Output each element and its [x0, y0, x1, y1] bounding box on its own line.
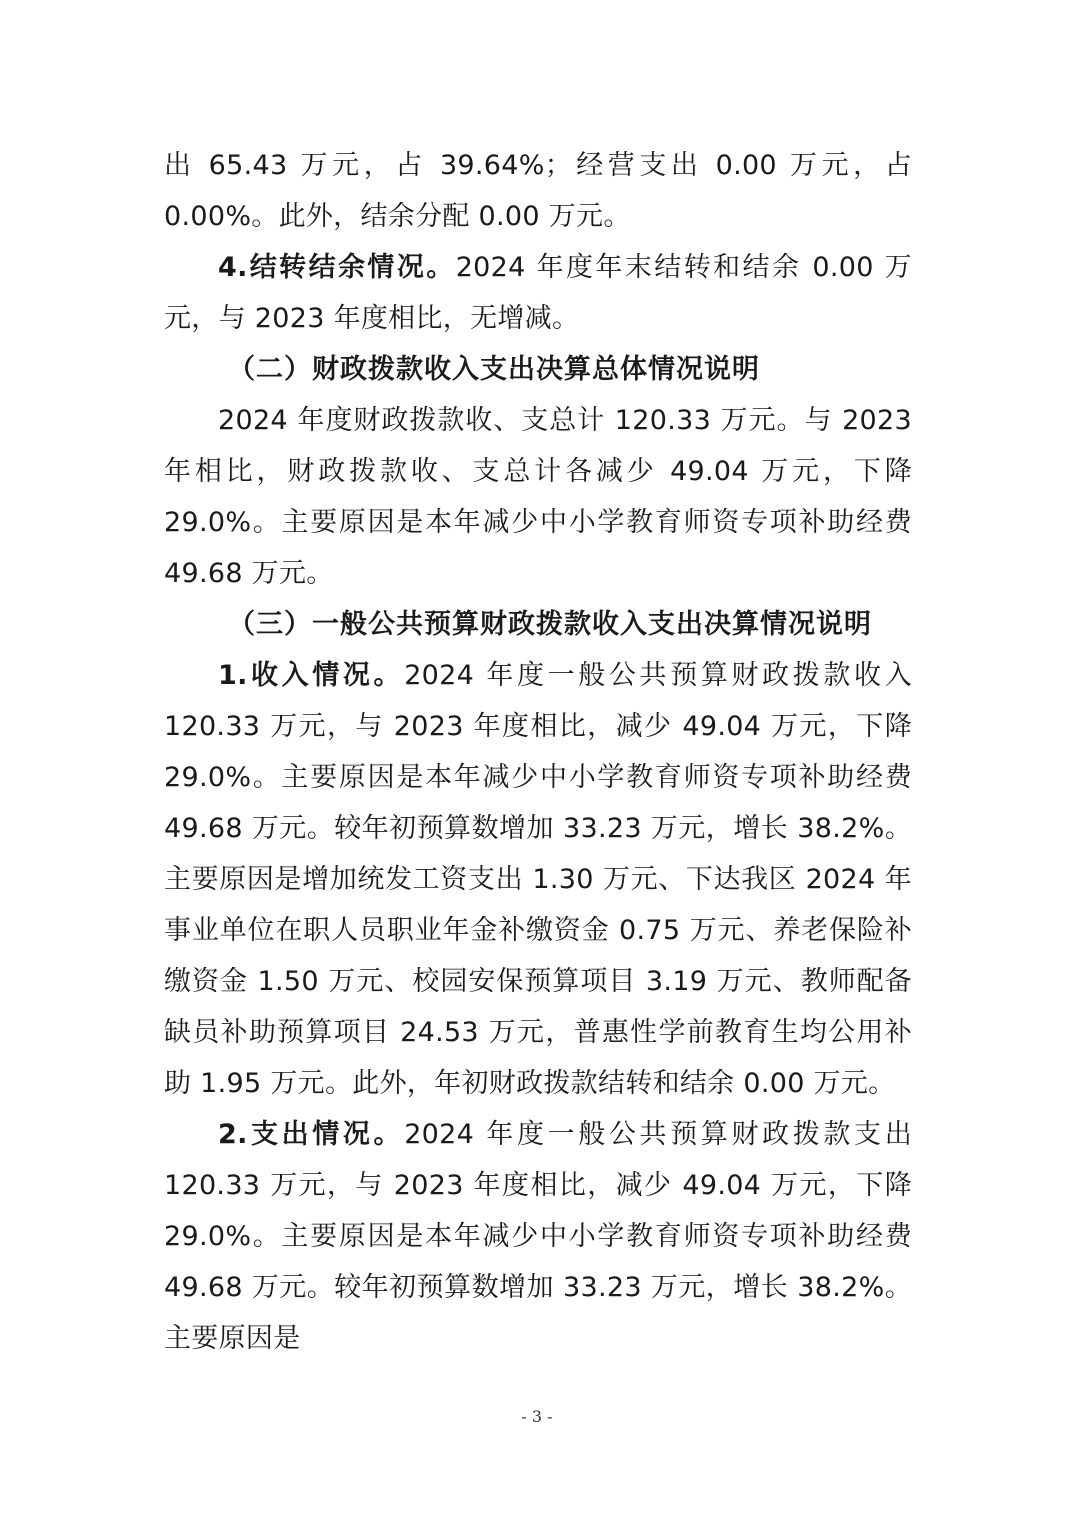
carryover-text: 2024 年度年末结转和结余 0.00 万元，与 2023 年度相比，无增减。: [164, 252, 912, 334]
income-text: 2024 年度一般公共预算财政拨款收入 120.33 万元，与 2023 年度相比，减少 49.04 万元，下降 29.0%。主要原因是本年减少中小学教育师资专项补助经费 49.68 万元。较年初预算数增加 33.23 万元，增长 38.2%。主要原因是增加统发工资支出 1.30 万元、下达我区 2024 年事业单位在职人员职业年金补缴资金 0.75 万元、养老保险补缴资金 1.50 万元、校园安保预算项目 3.19 万元、教师配备缺员补助预算项目 24.53 万元，普惠性学前教育生均公用补助 1.95 万元。此外，年初财政拨款结转和结余 0.00 万元。: [164, 660, 912, 1099]
paragraph-expenditure: [164, 1109, 912, 1364]
paragraph-expense-continuation: 出 65.43 万元，占 39.64%；经营支出 0.00 万元，占 0.00%。此外，结余分配 0.00 万元。: [164, 150, 912, 232]
section-heading-fiscal-overall: （二）财政拨款收入支出决算总体情况说明: [228, 354, 760, 385]
expenditure-text: 2024 年度一般公共预算财政拨款支出 120.33 万元，与 2023 年度相比，减少 49.04 万元，下降 29.0%。主要原因是本年减少中小学教育师资专项补助经费 49.68 万元。较年初预算数增加 33.23 万元，增长 38.2%。主要原因是: [164, 1119, 912, 1354]
paragraph-fiscal-overall: 2024 年度财政拨款收、支总计 120.33 万元。与 2023 年相比，财政拨款收、支总计各减少 49.04 万元，下降 29.0%。主要原因是本年减少中小学教育师资专项补助经费 49.68 万元。: [164, 405, 912, 589]
expenditure-lead: 2.支出情况。: [218, 1119, 405, 1150]
document-body: [164, 140, 912, 1364]
paragraph-carryover: [164, 242, 912, 344]
section-heading-general-budget: （三）一般公共预算财政拨款收入支出决算情况说明: [228, 609, 872, 640]
page-number: - 3 -: [521, 1407, 553, 1426]
paragraph-income: [164, 650, 912, 1109]
income-lead: 1.收入情况。: [218, 660, 405, 691]
carryover-lead: 4.结转结余情况。: [218, 252, 456, 283]
